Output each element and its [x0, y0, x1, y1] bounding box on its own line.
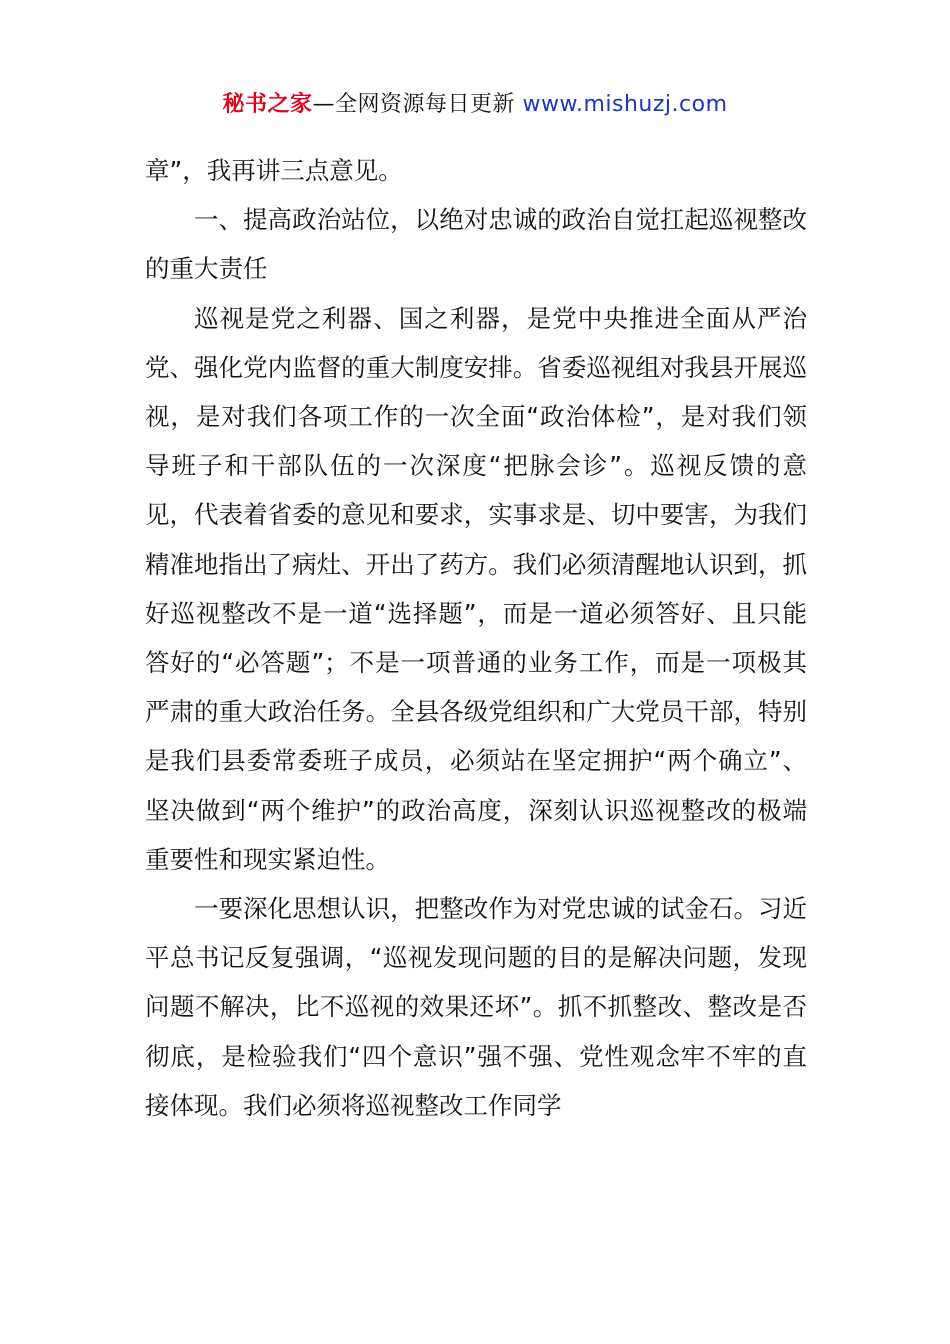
paragraph: 一要深化思想认识，把整改作为对党忠诚的试金石。习近平总书记反复强调，“巡视发现问题的目的是解决问题，发现问题不解决，比不巡视的效果还坏”。抓不抓整改、整改是否彻底，是检验我们“四个意识”强不强、党性观念牢不牢的直接体现。我们必须将巡视整改工作同学 — [145, 894, 807, 1120]
website-link[interactable]: www.mishuzj.com — [522, 92, 728, 117]
paragraph: 巡视是党之利器、国之利器，是党中央推进全面从严治党、强化党内监督的重大制度安排。省委巡视组对我县开展巡视，是对我们各项工作的一次全面“政治体检”，是对我们领导班子和干部队伍的一次深度“把脉会诊”。巡视反馈的意见，代表着省委的意见和要求，实事求是、切中要害，为我们精准地指出了病灶、开出了药方。我们必须清醒地认识到，抓好巡视整改不是一道“选择题”，而是一道必须答好、且只能答好的“必答题”；不是一项普通的业务工作，而是一项极其严肃的重大政治任务。全县各级党组织和广大党员干部，特别是我们县委常委班子成员，必须站在坚定拥护“两个确立”、坚决做到“两个维护”的政治高度，深刻认识巡视整改的极端重要性和现实紧迫性。 — [145, 303, 807, 874]
document-body — [145, 146, 807, 1130]
section-heading: 一、提高政治站位，以绝对忠诚的政治自觉扛起巡视整改的重大责任 — [145, 205, 807, 284]
page-header — [0, 88, 950, 122]
paragraph-continuation: 章”，我再讲三点意见。 — [145, 156, 403, 185]
brand-name: 秘书之家 — [222, 92, 313, 117]
header-tagline: —全网资源每日更新 — [312, 92, 523, 117]
